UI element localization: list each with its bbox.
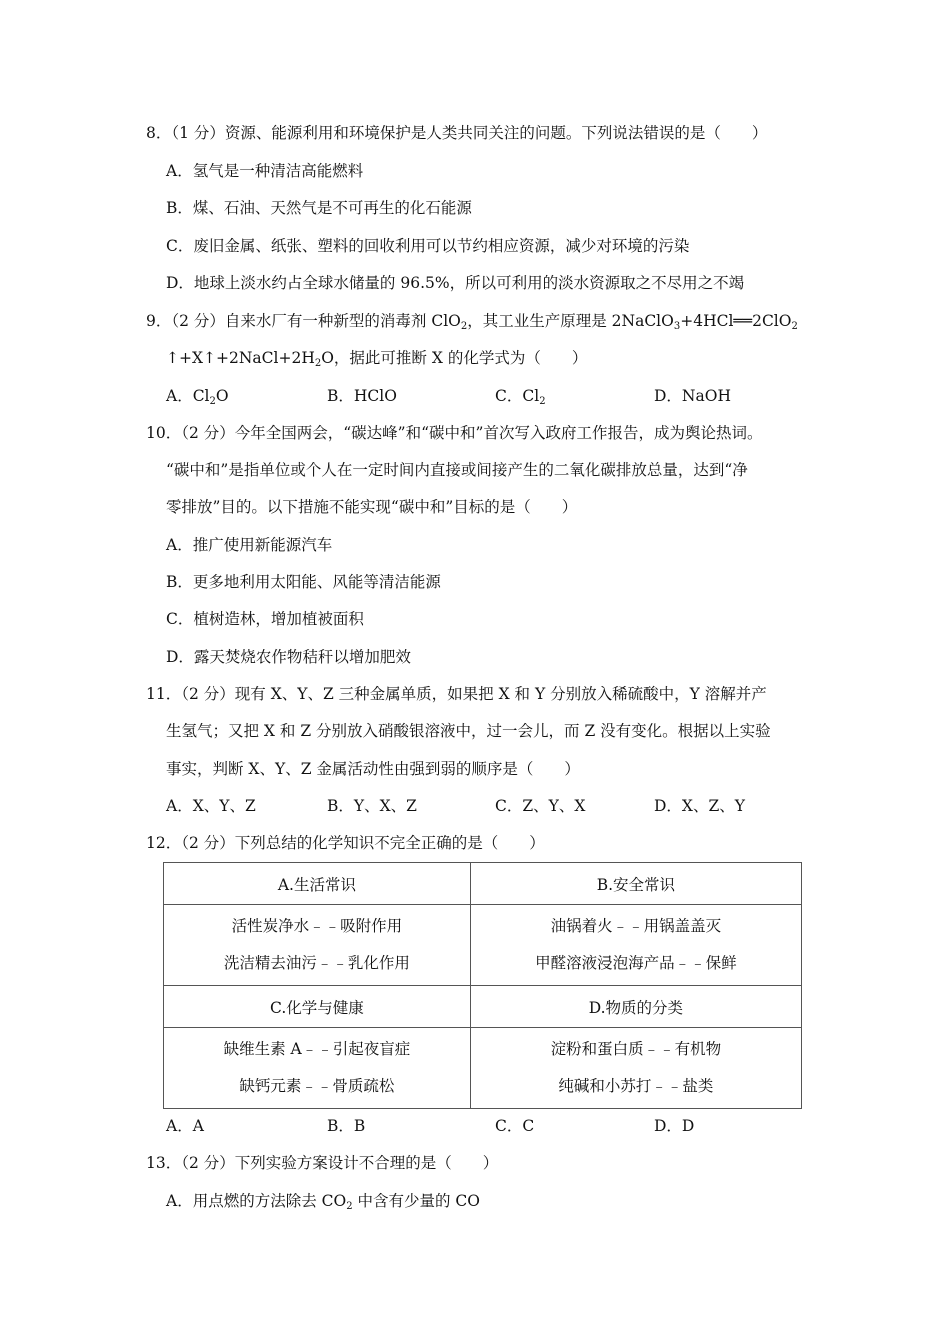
q10-stem-line2: “碳中和”是指单位或个人在一定时间内直接或间接产生的二氧化碳排放总量，达到“净 [166, 461, 748, 479]
cell-c-title: C.化学与健康 [164, 986, 471, 1028]
q9-option-a: A．$Cl_2O$ [166, 387, 229, 407]
cell-b-title: B.安全常识 [470, 863, 801, 905]
cell-a-title: A.生活常识 [164, 863, 471, 905]
knowledge-table [163, 862, 802, 1109]
q12-option-b: B．B [327, 1117, 366, 1135]
q12-option-d: D．D [654, 1117, 695, 1135]
q11-option-a: A．X、Y、Z [166, 797, 256, 815]
q10-stem-line3: 零排放”目的。以下措施不能实现“碳中和”目标的是（ ） [166, 498, 578, 516]
cell-b-line: 油锅着火﹣﹣用锅盖盖灭 [550, 917, 722, 935]
q11-option-d: D．X、Z、Y [654, 797, 745, 815]
cell-b-line: 甲醛溶液浸泡海产品﹣﹣保鲜 [535, 954, 737, 972]
q11-option-b: B．Y、X、Z [327, 797, 417, 815]
q13-stem: 13．（2 分）下列实验方案设计不合理的是（ ） [146, 1154, 499, 1172]
q11-option-c: C．Z、Y、X [495, 797, 586, 815]
q9-option-d: D．NaOH [654, 387, 731, 405]
q8-option-d: D．地球上淡水约占全球水储量的 96.5%，所以可利用的淡水资源取之不尽用之不竭 [166, 274, 745, 292]
cell-c-line: 缺钙元素﹣﹣骨质疏松 [239, 1077, 395, 1095]
q8-option-a: A．氢气是一种清洁高能燃料 [166, 162, 364, 180]
q10-stem-line1: 10．（2 分）今年全国两会，“碳达峰”和“碳中和”首次写入政府工作报告，成为舆论热词。 [146, 424, 763, 442]
q9-option-b: B．HClO [327, 387, 397, 405]
cell-c-content [164, 1028, 471, 1109]
cell-d-content [470, 1028, 801, 1109]
q9-option-c: C．$Cl_2$ [495, 387, 546, 407]
q9-stem-line2: $↑+X↑+2NaCl+2H_2O$，据此可推断 X 的化学式为（ ） [166, 349, 588, 369]
cell-c-line: 缺维生素 A﹣﹣引起夜盲症 [223, 1040, 411, 1058]
q11-stem-line2: 生氢气；又把 X 和 Z 分别放入硝酸银溶液中，过一会儿，而 Z 没有变化。根据以上实验 [166, 722, 771, 740]
cell-d-line: 淀粉和蛋白质﹣﹣有机物 [550, 1040, 722, 1058]
q12-option-a: A．A [166, 1117, 204, 1135]
q12-option-c: C．C [495, 1117, 535, 1135]
q11-stem-line3: 事实，判断 X、Y、Z 金属活动性由强到弱的顺序是（ ） [166, 760, 580, 778]
q12-stem: 12．（2 分）下列总结的化学知识不完全正确的是（ ） [146, 834, 545, 852]
q8-option-c: C．废旧金属、纸张、塑料的回收利用可以节约相应资源，减少对环境的污染 [166, 237, 690, 255]
cell-a-line: 活性炭净水﹣﹣吸附作用 [231, 917, 403, 935]
q11-stem-line1: 11．（2 分）现有 X、Y、Z 三种金属单质，如果把 X 和 Y 分别放入稀硫酸中，Y 溶解并产 [146, 685, 767, 703]
q13-option-a: A．用点燃的方法除去 $CO_2$ 中含有少量的 CO [166, 1192, 480, 1212]
q10-option-c: C．植树造林，增加植被面积 [166, 610, 364, 628]
q8-option-b: B．煤、石油、天然气是不可再生的化石能源 [166, 199, 472, 217]
cell-b-content [470, 905, 801, 986]
cell-d-title: D.物质的分类 [470, 986, 801, 1028]
q10-option-b: B．更多地利用太阳能、风能等清洁能源 [166, 573, 441, 591]
q9-stem-line1: 9．（2 分）自来水厂有一种新型的消毒剂 ClO$_2$，其工业生产原理是 2NaClO$_3$+4HCl══2ClO$_2$ [146, 312, 798, 332]
cell-a-content [164, 905, 471, 986]
q10-option-d: D．露天焚烧农作物秸秆以增加肥效 [166, 648, 411, 666]
q10-option-a: A．推广使用新能源汽车 [166, 536, 333, 554]
cell-d-line: 纯碱和小苏打﹣﹣盐类 [558, 1077, 714, 1095]
q8-stem: 8．（1 分）资源、能源利用和环境保护是人类共同关注的问题。下列说法错误的是（ ） [146, 124, 768, 142]
cell-a-line: 洗洁精去油污﹣﹣乳化作用 [223, 954, 410, 972]
